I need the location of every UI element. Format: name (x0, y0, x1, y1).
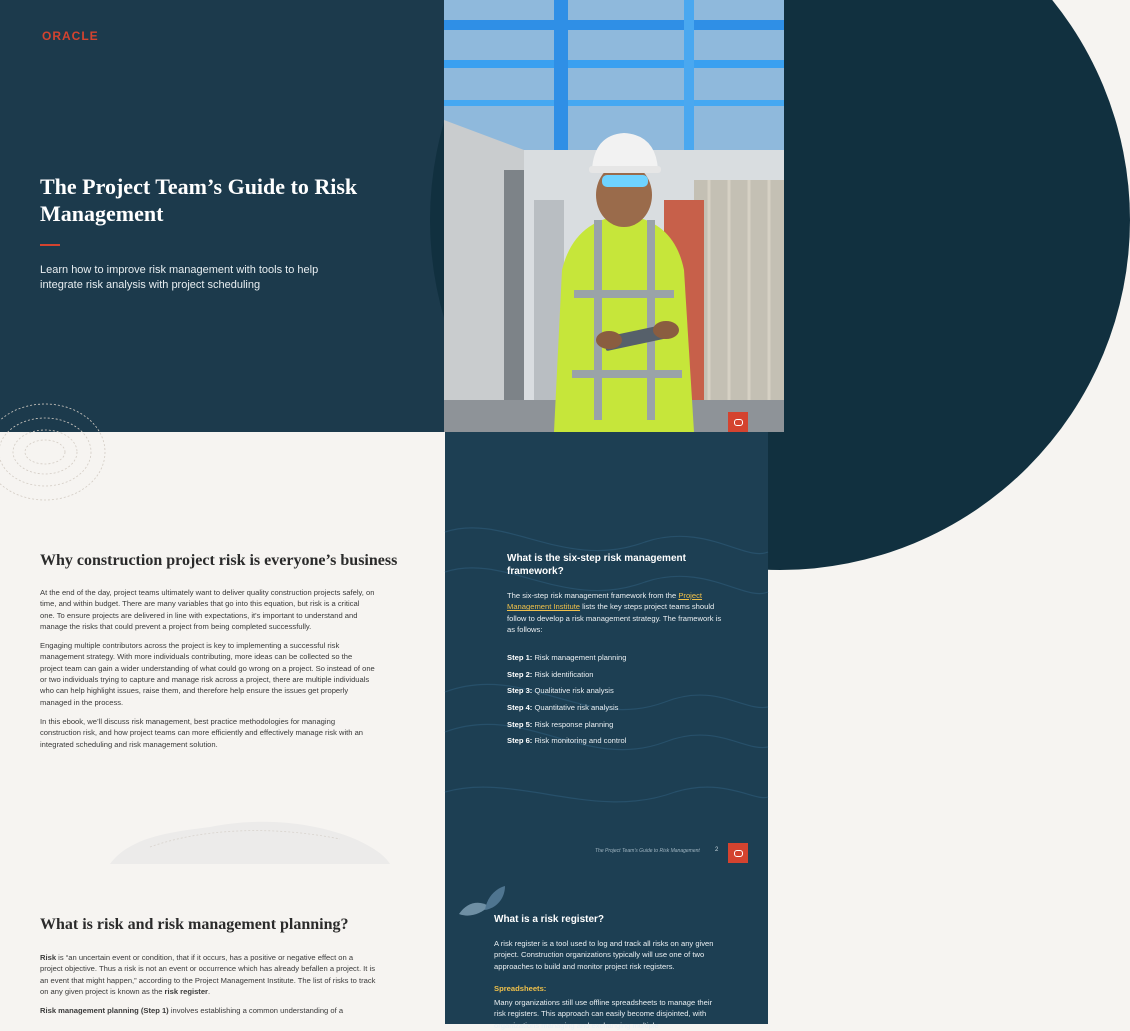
section-title: What is risk and risk management planning? (40, 916, 349, 933)
step-label: Step 3: (507, 686, 533, 696)
step-text: Risk response planning (532, 719, 614, 729)
list-item (507, 652, 737, 663)
text-run: involves establishing a common understanding of a (168, 1006, 344, 1016)
list-item (507, 735, 737, 746)
text-run: is “an uncertain event or condition, that if it occurs, has a positive or negative effect on a project objective. Thus a risk is not an event or occurrence which has already befallen a project. It is an event that might happen,” according to the Project Management Institute. The list of risks to track on any given project is known as the (40, 953, 376, 996)
intro-suffix: lists the key steps project teams should follow to develop a risk management strategy. The framework is as follows: (507, 602, 722, 634)
oracle-logo: ORACLE (42, 29, 99, 43)
pmi-link[interactable]: Project Management Institute (507, 591, 702, 612)
step-text: Quantitative risk analysis (532, 703, 619, 713)
page3-right-panel (445, 864, 768, 1030)
paragraph: In this ebook, we’ll discuss risk management, best practice methodologies for managing construction risk, and how project teams can more efficiently and effectively manage risk with an integrated scheduling and risk management solution. (40, 716, 364, 749)
intro-prefix: The six-step risk management framework from the (507, 591, 679, 600)
step-label: Step 5: (507, 719, 533, 729)
cover-subtitle: Learn how to improve risk management with tools to help integrate risk analysis with project scheduling (40, 264, 319, 291)
section-title: What is the six-step risk management framework? (507, 553, 686, 577)
contour-texture-decoration (445, 432, 768, 864)
cover-title: The Project Team’s Guide to Risk Management (40, 174, 358, 226)
step-label: Step 2: (507, 669, 533, 679)
step-label: Step 4: (507, 703, 533, 713)
section-title: Why construction project risk is everyone’s business (40, 552, 398, 569)
term-risk-register: risk register (164, 986, 209, 996)
body-text (40, 952, 376, 1024)
step-text: Qualitative risk analysis (532, 686, 614, 696)
page3-left (0, 864, 445, 1024)
steps-list (507, 652, 737, 752)
body-text (40, 587, 376, 758)
paragraph (40, 1005, 376, 1016)
text-run: . (208, 986, 211, 996)
title-divider (40, 244, 60, 246)
page-number: 2 (715, 847, 719, 853)
paragraph: At the end of the day, project teams ultimately want to deliver quality construction projects safely, on time, and within budget. There are many variables that go into this equation, but risk is a critical one. To ensure projects are delivered in line with expectations, it's important to understand and manage the risks that could prevent a project from being completed successfully. (40, 588, 375, 631)
page-footer-title: The Project Team’s Guide to Risk Management (595, 848, 700, 854)
term-risk: Risk (40, 953, 57, 962)
list-item (507, 719, 737, 730)
step-text: Risk identification (532, 669, 594, 679)
subheading: Spreadsheets: (494, 984, 547, 993)
page2-right-panel (445, 432, 768, 864)
body-text: Many organizations still use offline spreadsheets to manage their risk registers. This approach can easily become disjointed, with organizations managing and exchanging multiple (494, 998, 713, 1030)
oracle-o-badge-icon (728, 843, 748, 863)
list-item (507, 669, 737, 680)
step-label: Step 6: (507, 736, 533, 746)
blob-shape-decoration (110, 817, 390, 864)
page2-left (0, 432, 445, 864)
list-item (507, 685, 737, 696)
step-label: Step 1: (507, 653, 533, 662)
cover-page (0, 0, 768, 432)
paragraph: Engaging multiple contributors across the project is key to implementing a successful risk management strategy. With more individuals contributing, more ideas can be collected so the project team can gain a wider understanding of what could go wrong on a project. So instead of one or two individuals trying to capture and manage risk across a project, there are multiple individuals who can help highlight issues, raise them, and therefore help ensure the issues get properly managed in the process. (40, 641, 375, 707)
term-risk-management-planning: Risk management planning (Step 1) (40, 1006, 169, 1016)
step-text: Risk monitoring and control (532, 736, 627, 746)
section-title: What is a risk register? (494, 914, 605, 925)
step-text: Risk management planning (532, 653, 627, 662)
body-text: A risk register is a tool used to log and track all risks on any given project. Construction organizations typically will use one of two approaches to build and monitor project risk registers. (494, 939, 714, 971)
paragraph (40, 952, 376, 997)
intro-text (507, 590, 727, 635)
list-item (507, 702, 737, 713)
construction-worker-photo (444, 0, 784, 432)
oracle-o-badge-icon (728, 412, 748, 432)
contour-swirl-decoration (0, 432, 120, 512)
